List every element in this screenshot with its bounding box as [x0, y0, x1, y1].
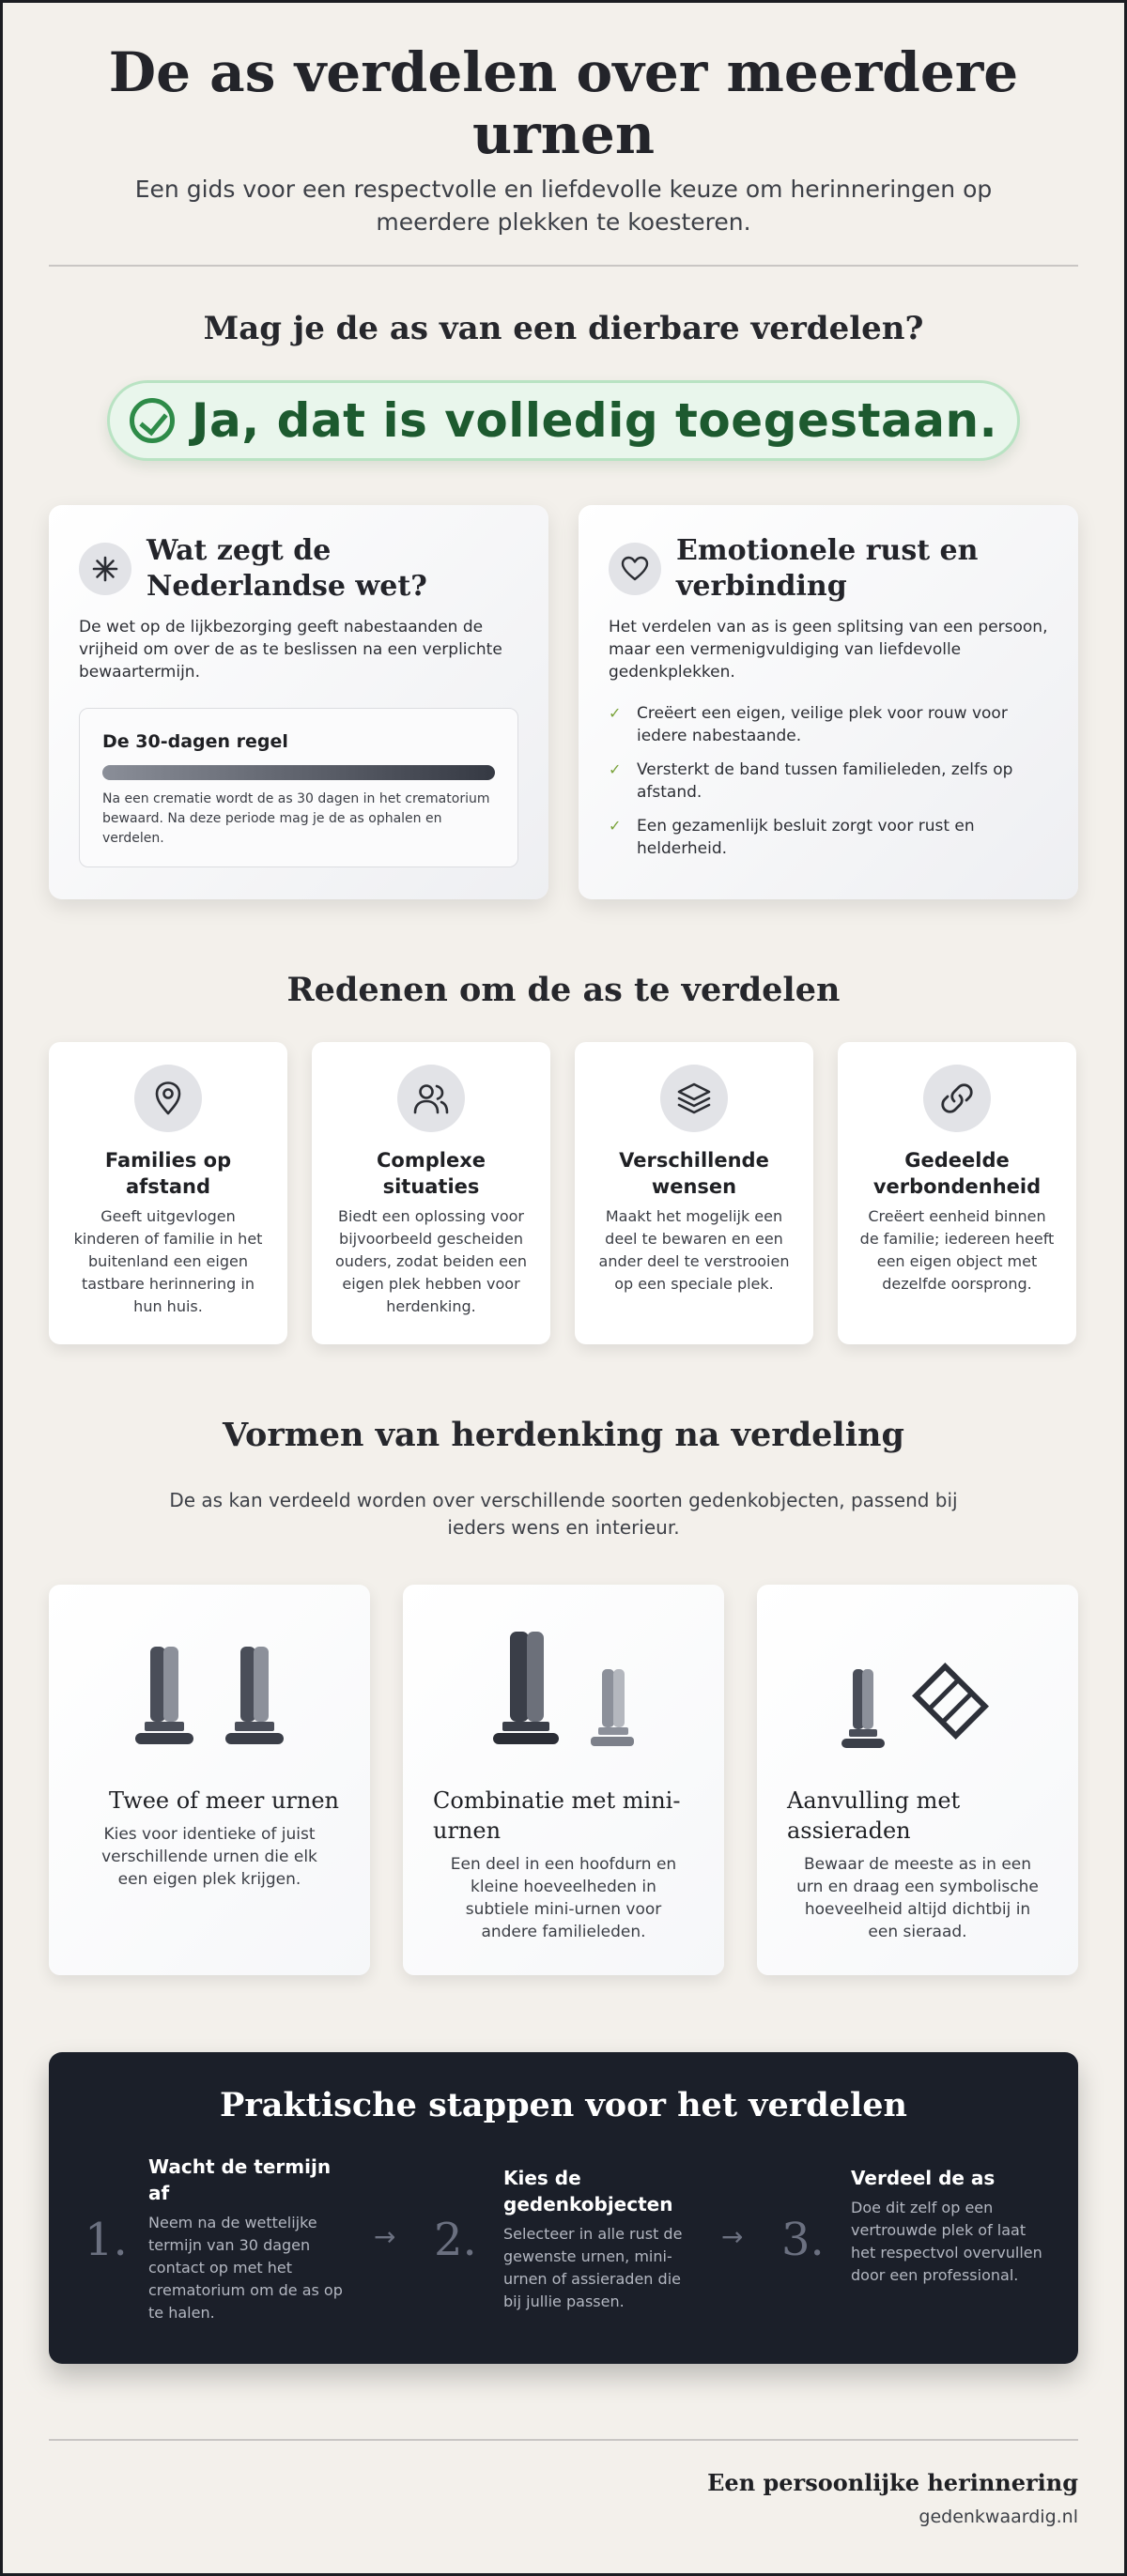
form-title: Combinatie met mini-urnen	[433, 1787, 681, 1844]
steps-panel	[49, 2052, 1078, 2364]
reason-card-complex	[312, 1042, 550, 1344]
check-icon: ✓	[609, 817, 622, 835]
arrow-right-icon: →	[374, 2221, 396, 2252]
reason-title: Complexe situaties	[377, 1149, 486, 1198]
step-text: Doe dit zelf op een vertrouwde plek of laat het respectvol overvullen door een professional.	[851, 2199, 1042, 2284]
law-card-title: Wat zegt de Nederlandse wet?	[147, 534, 427, 603]
reason-title: Verschillende wensen	[619, 1149, 769, 1198]
rule-text: Na een crematie wordt de as 30 dagen in het crematorium bewaard. Na deze periode mag je de as ophalen en verdelen.	[102, 791, 490, 846]
footer-title: Een persoonlijke herinnering	[707, 2469, 1078, 2496]
steps-heading: Praktische stappen voor het verdelen	[220, 2086, 907, 2124]
check-icon: ✓	[609, 704, 622, 722]
footer-url[interactable]: gedenkwaardig.nl	[919, 2507, 1078, 2527]
reason-text: Creëert eenheid binnen de familie; iedereen heeft een eigen object met dezelfde oorsprong.	[859, 1207, 1055, 1293]
check-circle-icon	[130, 398, 175, 443]
answer-text: Ja, dat is volledig toegestaan.	[191, 393, 998, 448]
form-text: Een deel in een hoofdurn en kleine hoeveelheden in subtiele mini-urnen voor andere familieleden.	[450, 1855, 677, 1941]
reason-card-connection	[838, 1042, 1076, 1344]
step-text: Neem na de wettelijke termijn van 30 dagen contact op met het crematorium om de as op te halen.	[148, 2214, 343, 2322]
reasons-heading: Redenen om de as te verdelen	[286, 971, 841, 1009]
emotion-card-body: Het verdelen van as is geen splitsing van een persoon, maar een vermenigvuldiging van liefdevolle gedenkplekken.	[609, 618, 1048, 682]
form-card-jewelry	[757, 1585, 1078, 1975]
question-heading: Mag je de as van een dierbare verdelen?	[203, 310, 924, 347]
step-title: Kies de gedenkobjecten	[503, 2167, 673, 2216]
list-item	[609, 759, 1050, 804]
step-title: Verdeel de as	[851, 2167, 996, 2189]
reason-text: Maakt het mogelijk een deel te bewaren en een ander deel te verstrooien op een speciale plek.	[598, 1207, 790, 1293]
page-title: De as verdelen over meerdere urnen	[108, 40, 1019, 166]
reason-title: Gedeelde verbondenheid	[872, 1149, 1042, 1198]
reason-title: Families op afstand	[104, 1149, 232, 1198]
form-card-mini-urns	[403, 1585, 724, 1975]
form-card-two-urns	[49, 1585, 370, 1975]
list-item-text: Een gezamenlijk besluit zorgt voor rust en helderheid.	[637, 817, 975, 858]
two-urns-icon	[49, 1632, 370, 1763]
users-icon	[397, 1065, 465, 1132]
law-card	[49, 505, 548, 899]
form-title: Aanvulling met assieraden	[787, 1787, 961, 1844]
divider	[49, 265, 1078, 267]
form-text: Kies voor identieke of juist verschillende urnen die elk een eigen plek krijgen.	[101, 1825, 317, 1889]
forms-heading: Vormen van herdenking na verdeling	[223, 1416, 904, 1454]
location-pin-icon	[134, 1065, 202, 1132]
step-number: 1.	[85, 2214, 128, 2266]
emotion-card-title: Emotionele rust en verbinding	[676, 534, 979, 603]
step-number: 3.	[781, 2214, 825, 2266]
step-number: 2.	[434, 2214, 477, 2266]
emotion-card	[579, 505, 1078, 899]
asterisk-icon	[79, 543, 131, 595]
reason-text: Geeft uitgevlogen kinderen of familie in het buitenland een eigen tastbare herinnering in hun huis.	[73, 1207, 263, 1315]
form-text: Bewaar de meeste as in een urn en draag een symbolische hoeveelheid altijd dichtbij in een sieraad.	[796, 1855, 1039, 1941]
reason-card-families	[49, 1042, 287, 1344]
answer-badge	[107, 380, 1020, 461]
heart-icon	[609, 543, 661, 595]
list-item-text: Versterkt de band tussen familieleden, zelfs op afstand.	[637, 760, 1013, 802]
check-icon: ✓	[609, 760, 622, 778]
step-title: Wacht de termijn af	[148, 2155, 332, 2204]
forms-intro: De as kan verdeeld worden over verschillende soorten gedenkobjecten, passend bij ieders wens en interieur.	[169, 1489, 958, 1539]
list-item-text: Creëert een eigen, veilige plek voor rouw voor iedere nabestaande.	[637, 704, 1008, 745]
thirty-day-rule-box	[79, 708, 518, 867]
divider	[49, 2439, 1078, 2441]
step-text: Selecteer in alle rust de gewenste urnen, mini-urnen of assieraden die bij jullie passen.	[503, 2225, 683, 2310]
page-subtitle: Een gids voor een respectvolle en liefdevolle keuze om herinneringen op meerdere plekken te koesteren.	[134, 176, 993, 236]
list-item	[609, 702, 1050, 747]
form-title: Twee of meer urnen	[109, 1787, 340, 1814]
urn-and-jewelry-icon	[757, 1632, 1078, 1763]
urn-and-mini-urn-icon	[403, 1632, 724, 1763]
rule-title: De 30-dagen regel	[102, 731, 288, 752]
reason-card-wishes	[575, 1042, 813, 1344]
rule-progress-bar	[102, 765, 495, 780]
arrow-right-icon: →	[721, 2221, 744, 2252]
benefit-list	[609, 702, 1050, 871]
law-card-body: De wet op de lijkbezorging geeft nabestaanden de vrijheid om over de as te beslissen na een verplichte bewaartermijn.	[79, 618, 502, 682]
layers-icon	[660, 1065, 728, 1132]
list-item	[609, 815, 1050, 860]
link-icon	[923, 1065, 991, 1132]
reason-text: Biedt een oplossing voor bijvoorbeeld gescheiden ouders, zodat beiden een eigen plek hebben voor herdenking.	[334, 1207, 528, 1315]
